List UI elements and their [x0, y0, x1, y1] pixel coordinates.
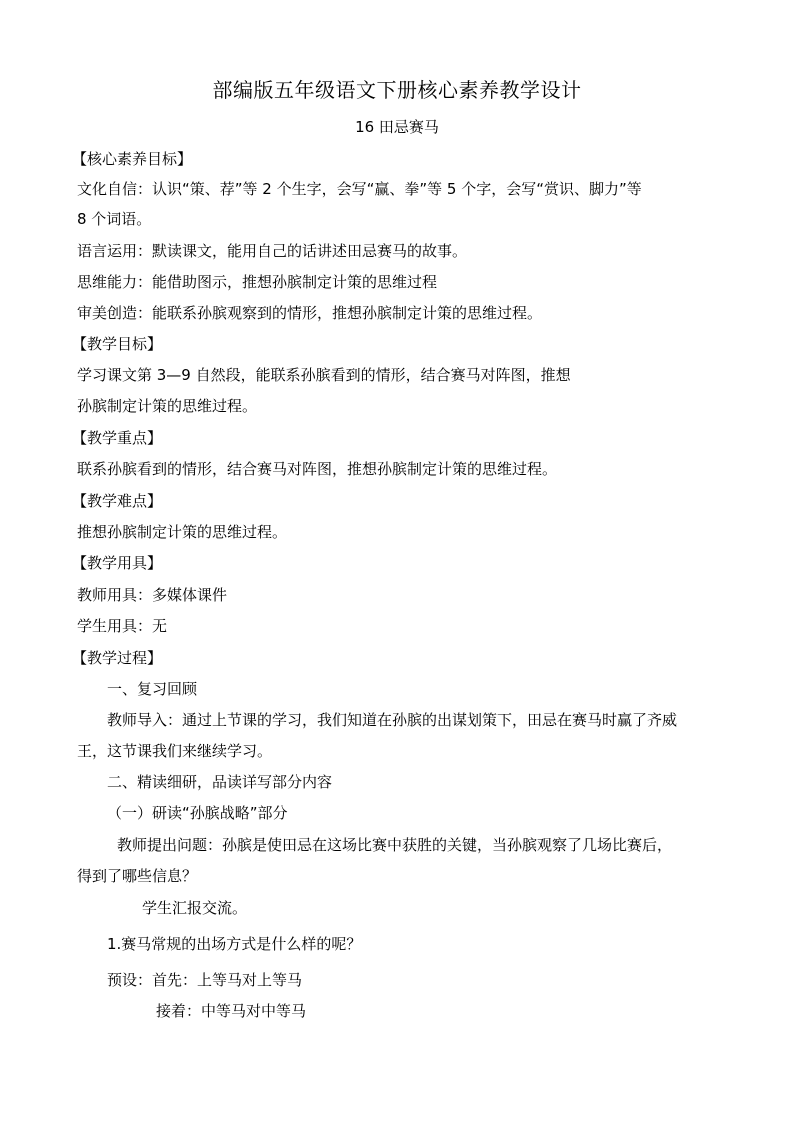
thinking-goal: 思维能力：能借助图示，推想孙膑制定计策的思维过程 [77, 273, 438, 291]
teacher-question-line1: 教师提出问题：孙膑是使田忌在这场比赛中获胜的关键，当孙膑观察了几场比赛后， [117, 836, 673, 854]
teacher-intro-line2: 王，这节课我们来继续学习。 [77, 742, 273, 760]
sub-section-1: （一）研读“孙膑战略”部分 [107, 804, 288, 822]
language-goal: 语言运用：默读课文，能用自己的话讲述田忌赛马的故事。 [77, 242, 468, 260]
key-points-heading: 【教学重点】 [72, 429, 163, 447]
question-1: 1.赛马常规的出场方式是什么样的呢？ [107, 935, 362, 953]
student-report: 学生汇报交流。 [142, 899, 248, 917]
difficulties-text: 推想孙膑制定计策的思维过程。 [77, 523, 288, 541]
student-tools: 学生用具：无 [77, 617, 168, 635]
teaching-goals-heading: 【教学目标】 [72, 335, 163, 353]
process-step1: 一、复习回顾 [107, 680, 198, 698]
teaching-goal-line2: 孙膑制定计策的思维过程。 [77, 397, 258, 415]
process-heading: 【教学过程】 [72, 649, 163, 667]
culture-goal-line1: 文化自信：认识“策、荐”等 2 个生字，会写“赢、拳”等 5 个字，会写“赏识、脚力”等 [77, 180, 642, 198]
aesthetic-goal: 审美创造：能联系孙膑观察到的情形，推想孙膑制定计策的思维过程。 [77, 304, 543, 322]
document-title: 部编版五年级语文下册核心素养教学设计 [212, 78, 582, 102]
teaching-goal-line1: 学习课文第 3—9 自然段，能联系孙膑看到的情形，结合赛马对阵图，推想 [77, 366, 571, 384]
preset-line2: 接着：中等马对中等马 [156, 1002, 307, 1020]
culture-goal-line2: 8 个词语。 [77, 210, 152, 228]
preset-line1: 预设：首先：上等马对上等马 [107, 971, 303, 989]
core-goals-heading: 【核心素养目标】 [72, 150, 193, 168]
difficulties-heading: 【教学难点】 [72, 492, 163, 510]
teacher-question-line2: 得到了哪些信息？ [77, 867, 198, 885]
tools-heading: 【教学用具】 [72, 554, 163, 572]
teacher-tools: 教师用具：多媒体课件 [77, 586, 228, 604]
process-step2: 二、精读细研，品读详写部分内容 [107, 773, 333, 791]
document-subtitle: 16 田忌赛马 [355, 118, 439, 136]
teacher-intro-line1: 教师导入：通过上节课的学习，我们知道在孙膑的出谋划策下，田忌在赛马时赢了齐威 [107, 711, 678, 729]
key-points-text: 联系孙膑看到的情形，结合赛马对阵图，推想孙膑制定计策的思维过程。 [77, 460, 558, 478]
